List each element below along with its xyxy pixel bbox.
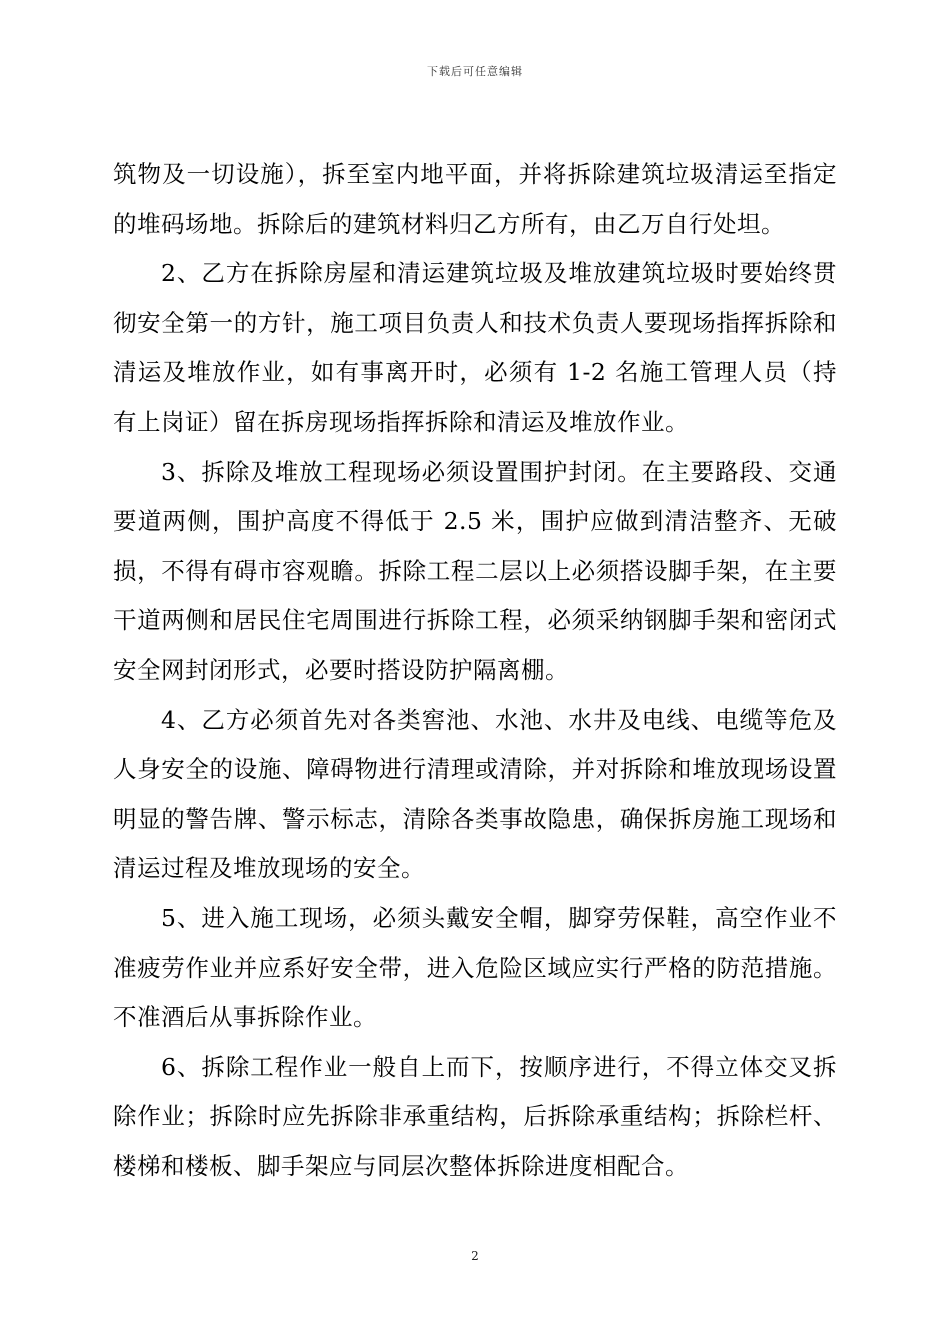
paragraph-clause-3: 3、拆除及堆放工程现场必须设置围护封闭。在主要路段、交通要道两侧，围护高度不得低于 2.5 米，围护应做到清洁整齐、无破损，不得有碍市容观瞻。拆除工程二层以上必须搭设脚手架，在主要干道两侧和居民住宅周围进行拆除工程，必须采纳钢脚手架和密闭式安全网封闭形式，必要时搭设防护隔离棚。 — [113, 457, 837, 684]
paragraph-clause-4: 4、乙方必须首先对各类窖池、水池、水井及电线、电缆等危及人身安全的设施、障碍物进行清理或清除，并对拆除和堆放现场设置明显的警告牌、警示标志，清除各类事故隐患，确保拆房施工现场和清运过程及堆放现场的安全。 — [113, 705, 837, 883]
page-number: 2 — [471, 1249, 479, 1263]
document-body — [113, 150, 837, 1191]
paragraph-continuation: 筑物及一切设施），拆至室内地平面，并将拆除建筑垃圾清运至指定的堆码场地。拆除后的建筑材料归乙方所有，由乙万自行处坦。 — [113, 160, 837, 238]
paragraph-clause-5: 5、进入施工现场，必须头戴安全帽，脚穿劳保鞋，高空作业不准疲劳作业并应系好安全带，进入危险区域应实行严格的防范措施。不准酒后从事拆除作业。 — [113, 903, 837, 1032]
page-header: 下载后可任意编辑 — [427, 65, 523, 78]
paragraph-clause-6: 6、拆除工程作业一般自上而下，按顺序进行，不得立体交叉拆除作业；拆除时应先拆除非承重结构，后拆除承重结构；拆除栏杆、楼梯和楼板、脚手架应与同层次整体拆除进度相配合。 — [113, 1052, 837, 1180]
paragraph-clause-2: 2、乙方在拆除房屋和清运建筑垃圾及堆放建筑垃圾时要始终贯彻安全第一的方针，施工项目负责人和技术负责人要现场指挥拆除和清运及堆放作业，如有事离开时，必须有 1-2 名施工管理人员（持有上岗证）留在拆房现场指挥拆除和清运及堆放作业。 — [113, 259, 837, 436]
